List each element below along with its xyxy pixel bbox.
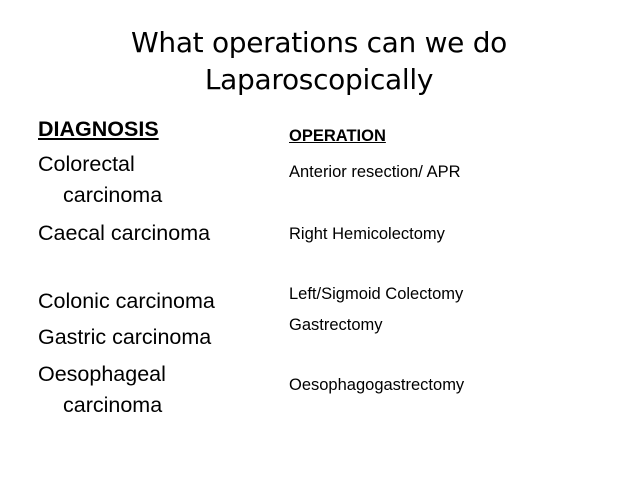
operation-item-gastrectomy: Gastrectomy [289, 316, 383, 334]
slide-title-line-1: What operations can we do [130, 26, 508, 59]
operation-item-right-hemicolectomy: Right Hemicolectomy [289, 225, 445, 243]
operation-header: OPERATION [289, 127, 386, 145]
operation-item-oesophagogastrectomy: Oesophagogastrectomy [289, 376, 465, 394]
diagnosis-item-oesophageal: Oesophageal [38, 362, 166, 386]
diagnosis-header: DIAGNOSIS [38, 117, 159, 141]
operation-item-anterior-resection: Anterior resection/ APR [289, 163, 461, 181]
diagnosis-item-colorectal-cont: carcinoma [63, 183, 163, 207]
diagnosis-item-colorectal: Colorectal [38, 152, 135, 176]
diagnosis-item-caecal: Caecal carcinoma [38, 221, 211, 245]
slide-title [0, 24, 638, 98]
diagnosis-item-colonic: Colonic carcinoma [38, 289, 215, 313]
diagnosis-item-oesophageal-cont: carcinoma [63, 393, 163, 417]
operation-item-left-sigmoid-colectomy: Left/Sigmoid Colectomy [289, 285, 464, 303]
diagnosis-item-gastric: Gastric carcinoma [38, 325, 212, 349]
slide-title-line-2: Laparoscopically [204, 63, 434, 96]
